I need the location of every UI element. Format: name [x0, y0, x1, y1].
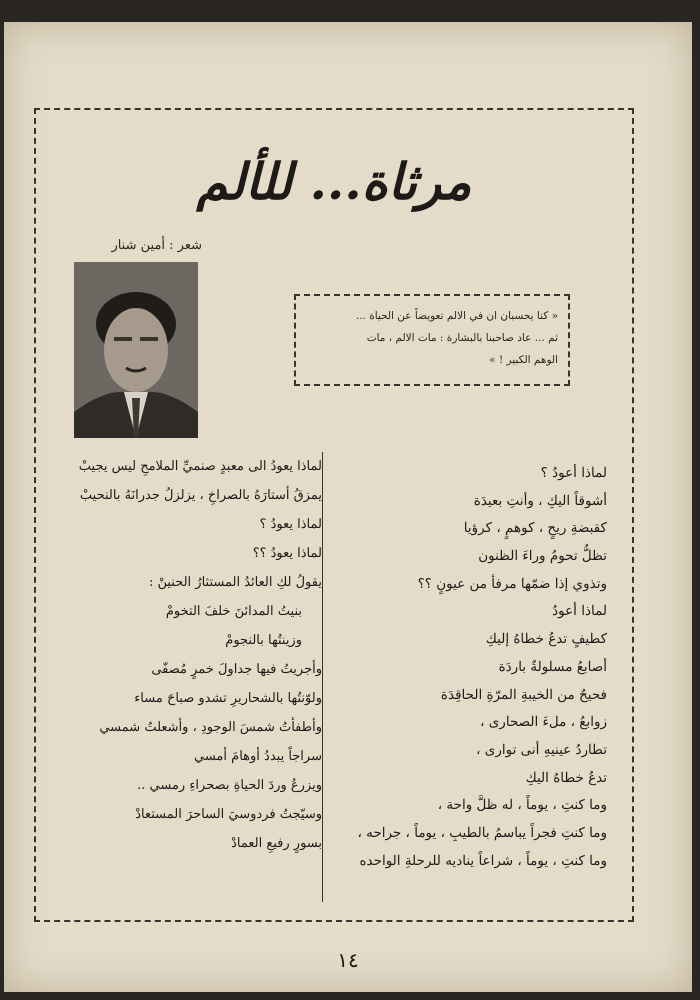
verse-line: أشوقاً اليكِ ، وأنتِ بعيدَة — [473, 492, 607, 509]
verse-line: لماذا أعودُ ؟ — [540, 465, 607, 481]
page-number: ١٤ — [337, 948, 359, 972]
epigraph-line: « كنا يحسبان ان في الالم تعويضاً عن الحياة ... — [355, 310, 558, 322]
verse-line: فحيحٌ من الخيبةِ المرّةِ الحاقِدَة — [440, 686, 607, 703]
verse-line: سراجاً يبددُ أوهامَ أمسي — [194, 749, 322, 764]
verse-line: تدعُ خطاهُ اليكِ — [525, 769, 607, 786]
poem-column-left — [44, 452, 322, 858]
verse-line: أصابعُ مسلولةٌ باردَة — [498, 658, 607, 675]
epigraph-line: ثم ... عاد صاحبنا بالبشارة : مات الالم ، مات — [366, 332, 558, 344]
verse-line: لماذا أعودُ — [552, 603, 607, 620]
column-divider — [322, 452, 323, 902]
verse-line: بنيتُ المدائنَ خلفَ التخومْ — [165, 604, 302, 619]
verse-line: لماذا يعودُ ؟؟ — [252, 546, 322, 561]
verse-line: وتذوي إذا ضمّها مرفأ من عيونٍ ؟؟ — [417, 575, 607, 592]
magazine-page — [4, 22, 692, 992]
verse-line: وسيّجتُ فردوسيَ الساحرَ المستعادْ — [135, 807, 322, 822]
verse-line: وأطفأتُ شمسَ الوجودِ ، وأشعلتُ شمسي — [99, 720, 322, 735]
portrait-image — [74, 262, 198, 438]
verse-line: يمزقُ أستارَهُ بالصراخِ ، يزلزلُ جدرانَهُ بالنحيبْ — [79, 488, 322, 503]
verse-line: تظلُّ تحومُ وراءَ الظنون — [478, 548, 607, 565]
verse-line: كطيفٍ تدعُ خطاهُ إليكِ — [485, 631, 607, 648]
verse-line: زوابعُ ، ملءَ الصحارى ، — [480, 714, 607, 731]
verse-line: ولوّنتُها بالشحاريرِ تشدو صباحَ مساء — [134, 691, 322, 706]
poem-title: مرثاة... للألم — [196, 152, 472, 211]
verse-line: وما كنتِ ، يوماً ، له ظلَّ واحة ، — [437, 797, 607, 814]
epigraph-line: الوهم الكبير ! » — [489, 354, 558, 366]
verse-line: وأجريتُ فيها جداولَ خمرٍ مُصفّى — [151, 662, 322, 677]
verse-line: يقولُ لكِ العائدُ المستثارُ الحنينْ : — [148, 575, 322, 590]
verse-line: لماذا يعودُ الى معبدٍ صنميِّ الملامحِ ليس يجيبْ — [78, 459, 322, 474]
verse-line: وزينتُها بالنجومْ — [225, 633, 302, 648]
verse-line: وما كنتِ فجراً يباسمُ بالطيبِ ، يوماً ، جراحه ، — [357, 824, 607, 841]
verse-line: ويزرعُ وردَ الحياةِ بصحراءِ رمسي .. — [137, 778, 322, 793]
verse-line: وما كنتِ ، يوماً ، شراعاً يناديه للرحلةِ الواحده — [359, 852, 607, 869]
verse-line: كقبضةِ ريحٍ ، كوهمٍ ، كرؤيا — [463, 520, 607, 537]
verse-line: تطاردُ عينيهِ أنى توارى ، — [476, 741, 607, 758]
author-portrait — [74, 262, 198, 438]
poem-column-right — [337, 460, 607, 875]
poem-author: شعر : أمين شنار — [111, 238, 202, 253]
verse-line: لماذا يعودُ ؟ — [259, 517, 322, 532]
epigraph-box — [294, 294, 570, 386]
verse-line: بسورٍ رفيعِ العمادْ — [231, 836, 322, 851]
